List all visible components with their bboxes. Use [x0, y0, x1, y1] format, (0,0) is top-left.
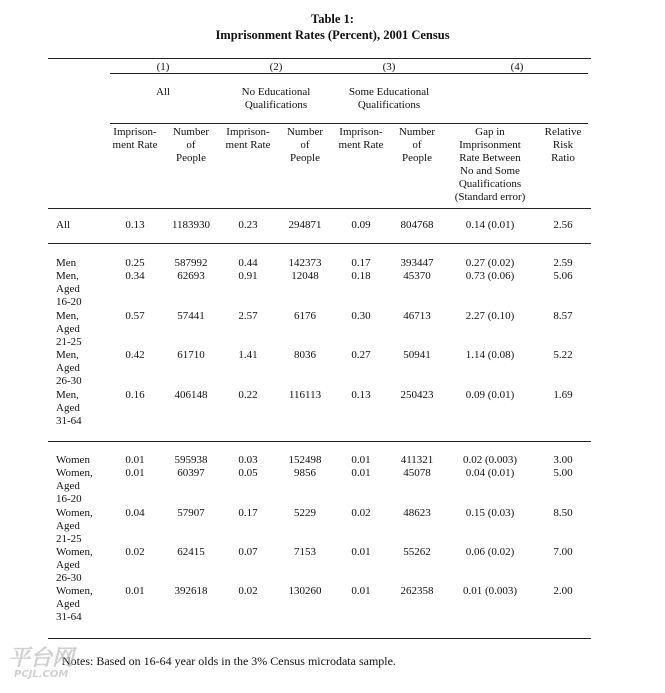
table-notes: Notes: Based on 16-64 year olds in the 3% Census microdata sample.	[62, 654, 396, 668]
column-number: (2)	[269, 61, 283, 73]
column-subheader: Number of People	[286, 126, 324, 164]
table-cell: 9856	[294, 467, 316, 479]
table-cell: 2.57	[238, 310, 258, 322]
table-cell: 0.04 (0.01)	[465, 467, 515, 479]
table-cell: 48623	[403, 507, 431, 519]
table-cell: 393447	[400, 257, 434, 269]
table-cell: 0.02 (0.003)	[462, 454, 518, 466]
column-subheader: Imprison- ment Rate	[225, 126, 271, 151]
table-cell: 0.13	[351, 389, 371, 401]
table-cell: 2.00	[553, 585, 573, 597]
table-rule	[110, 123, 588, 124]
table-cell: 45078	[403, 467, 431, 479]
table-cell: 0.01	[125, 585, 145, 597]
row-label: Women	[56, 454, 90, 466]
table-cell: 0.23	[238, 219, 258, 231]
site-watermark	[8, 648, 74, 680]
row-label: Women, Aged 21-25	[56, 507, 93, 545]
watermark-main: 平台网	[8, 646, 75, 671]
group-header: No Educational Qualifications	[241, 86, 311, 111]
table-cell: 61710	[177, 349, 205, 361]
table-cell: 0.09	[351, 219, 371, 231]
table-cell: 392618	[174, 585, 208, 597]
table-cell: 50941	[403, 349, 431, 361]
column-subheader: Imprison- ment Rate	[112, 126, 158, 151]
table-cell: 0.57	[125, 310, 145, 322]
column-subheader: Number of People	[398, 126, 436, 164]
table-cell: 804768	[400, 219, 434, 231]
table-cell: 5.06	[553, 270, 573, 282]
table-cell: 0.14 (0.01)	[465, 219, 515, 231]
table-cell: 0.02	[125, 546, 145, 558]
table-cell: 0.22	[238, 389, 258, 401]
table-cell: 0.42	[125, 349, 145, 361]
table-cell: 0.15 (0.03)	[465, 507, 515, 519]
group-header: All	[155, 86, 171, 98]
table-rule	[48, 58, 591, 59]
table-cell: 45370	[403, 270, 431, 282]
table-cell: 250423	[400, 389, 434, 401]
table-cell: 0.01	[125, 467, 145, 479]
table-cell: 8.50	[553, 507, 573, 519]
table-cell: 60397	[177, 467, 205, 479]
table-cell: 142373	[288, 257, 322, 269]
table-cell: 0.25	[125, 257, 145, 269]
table-cell: 0.03	[238, 454, 258, 466]
row-label: Women, Aged 16-20	[56, 467, 93, 505]
table-cell: 0.02	[238, 585, 258, 597]
column-subheader: Gap in Imprisonment Rate Between No and Some Qualifications (Standard error)	[454, 126, 526, 203]
table-cell: 0.01	[351, 546, 371, 558]
table-cell: 0.18	[351, 270, 371, 282]
column-subheader: Relative Risk Ratio	[544, 126, 582, 164]
column-number: (4)	[510, 61, 524, 73]
table-cell: 62415	[177, 546, 205, 558]
table-cell: 1.14 (0.08)	[465, 349, 515, 361]
column-subheader: Number of People	[172, 126, 210, 164]
table-cell: 0.27 (0.02)	[465, 257, 515, 269]
table-title: Table 1:	[311, 12, 354, 26]
table-cell: 57441	[177, 310, 205, 322]
table-cell: 0.30	[351, 310, 371, 322]
table-cell: 0.13	[125, 219, 145, 231]
table-cell: 12048	[291, 270, 319, 282]
table-cell: 0.16	[125, 389, 145, 401]
table-cell: 262358	[400, 585, 434, 597]
table-cell: 46713	[403, 310, 431, 322]
table-cell: 0.73 (0.06)	[465, 270, 515, 282]
table-cell: 1.69	[553, 389, 573, 401]
table-cell: 7.00	[553, 546, 573, 558]
table-cell: 5229	[294, 507, 316, 519]
table-cell: 116113	[288, 389, 322, 401]
table-cell: 57907	[177, 507, 205, 519]
table-cell: 0.01	[351, 467, 371, 479]
table-cell: 2.27 (0.10)	[465, 310, 515, 322]
table-cell: 6176	[294, 310, 316, 322]
table-subtitle: Imprisonment Rates (Percent), 2001 Census	[215, 28, 450, 42]
table-cell: 0.01 (0.003)	[462, 585, 518, 597]
table-cell: 406148	[174, 389, 208, 401]
table-cell: 0.07	[238, 546, 258, 558]
table-cell: 2.59	[553, 257, 573, 269]
table-rule	[48, 441, 591, 442]
column-subheader: Imprison- ment Rate	[338, 126, 384, 151]
table-cell: 0.05	[238, 467, 258, 479]
row-label: All	[56, 219, 71, 231]
table-rule	[48, 243, 591, 244]
table-cell: 0.01	[351, 585, 371, 597]
row-label: Men, Aged 16-20	[56, 270, 82, 308]
table-rule	[48, 208, 591, 209]
table-cell: 0.09 (0.01)	[465, 389, 515, 401]
row-label: Women, Aged 26-30	[56, 546, 93, 584]
row-label: Men, Aged 21-25	[56, 310, 82, 348]
table-cell: 0.02	[351, 507, 371, 519]
table-cell: 0.91	[238, 270, 258, 282]
row-label: Men, Aged 31-64	[56, 389, 82, 427]
table-cell: 8.57	[553, 310, 573, 322]
row-label: Women, Aged 31-64	[56, 585, 93, 623]
table-cell: 1.41	[238, 349, 258, 361]
table-cell: 595938	[174, 454, 208, 466]
table-cell: 1183930	[171, 219, 211, 231]
table-cell: 0.04	[125, 507, 145, 519]
table-cell: 0.01	[351, 454, 371, 466]
watermark-sub: PCJL.COM	[14, 669, 69, 680]
table-cell: 2.56	[553, 219, 573, 231]
table-cell: 7153	[294, 546, 316, 558]
table-cell: 0.44	[238, 257, 258, 269]
table-cell: 5.22	[553, 349, 573, 361]
table-cell: 152498	[288, 454, 322, 466]
table-cell: 294871	[288, 219, 322, 231]
table-cell: 0.06 (0.02)	[465, 546, 515, 558]
table-cell: 0.34	[125, 270, 145, 282]
table-cell: 0.01	[125, 454, 145, 466]
table-cell: 411321	[400, 454, 434, 466]
column-number: (1)	[156, 61, 170, 73]
table-cell: 0.27	[351, 349, 371, 361]
row-label: Men	[56, 257, 77, 269]
group-header: Some Educational Qualifications	[348, 86, 430, 111]
table-cell: 587992	[174, 257, 208, 269]
table-cell: 130260	[288, 585, 322, 597]
table-cell: 55262	[403, 546, 431, 558]
column-number: (3)	[382, 61, 396, 73]
table-cell: 5.00	[553, 467, 573, 479]
table-cell: 0.17	[238, 507, 258, 519]
table-cell: 3.00	[553, 454, 573, 466]
table-cell: 8036	[294, 349, 316, 361]
table-rule	[48, 638, 591, 639]
row-label: Men, Aged 26-30	[56, 349, 82, 387]
table-cell: 0.17	[351, 257, 371, 269]
table-cell: 62693	[177, 270, 205, 282]
